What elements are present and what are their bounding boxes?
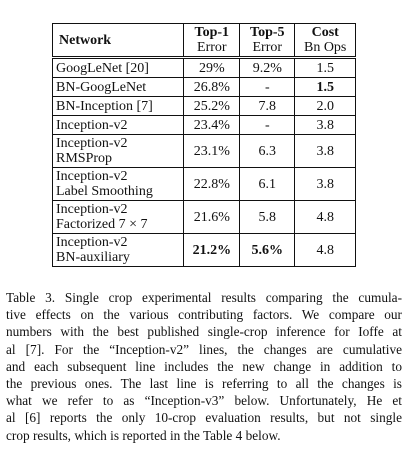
cell-network	[53, 234, 184, 267]
caption-line: what we refer to as “Inception-v3” below. Unfortunately, He et	[6, 393, 402, 409]
cell-top1-error: 25.2%	[184, 97, 240, 116]
network-name: BN-Inception [7]	[56, 98, 153, 114]
table-caption	[6, 289, 402, 444]
header-cost-sublabel: Bn Ops	[303, 40, 347, 55]
table-row	[53, 116, 356, 135]
network-name: GoogLeNet [20]	[56, 60, 149, 76]
cell-top5-error: -	[240, 116, 295, 135]
network-name: Inception-v2	[56, 117, 128, 133]
cell-network	[53, 201, 184, 234]
cell-network	[53, 135, 184, 168]
table-row	[53, 168, 356, 201]
network-name: BN-GoogLeNet	[56, 79, 147, 95]
network-variant: BN-auxiliary	[56, 250, 130, 265]
results-table	[52, 23, 356, 267]
caption-line: numbers with the best published single-crop inference for Ioffe at	[6, 324, 402, 340]
cell-top5-error: 5.8	[240, 201, 295, 234]
caption-line: al [6] reports the only 10-crop evaluation results, but not single	[6, 410, 402, 426]
cell-top5-error: 6.1	[240, 168, 295, 201]
table-row	[53, 135, 356, 168]
cell-network	[53, 97, 184, 116]
cell-cost: 4.8	[295, 234, 356, 267]
table-row	[53, 78, 356, 97]
cell-top1-error: 26.8%	[184, 78, 240, 97]
table-row	[53, 234, 356, 267]
header-top1-sublabel: Error	[197, 40, 227, 55]
cell-cost: 3.8	[295, 168, 356, 201]
table-row	[53, 58, 356, 78]
cell-network	[53, 58, 184, 78]
cell-top1-error: 22.8%	[184, 168, 240, 201]
header-top1-label: Top-1	[194, 25, 230, 40]
header-top5	[240, 24, 295, 58]
cell-top1-error: 29%	[184, 58, 240, 78]
header-top5-sublabel: Error	[252, 40, 283, 55]
cell-cost: 3.8	[295, 135, 356, 168]
header-cost-label: Cost	[311, 25, 339, 40]
cell-cost: 4.8	[295, 201, 356, 234]
caption-line: crop results, which is reported in the Table 4 below.	[6, 427, 281, 443]
network-variant: Label Smoothing	[56, 184, 153, 199]
network-variant: RMSProp	[56, 151, 113, 166]
cell-top1-error: 23.4%	[184, 116, 240, 135]
header-network: Network	[53, 24, 184, 58]
cell-top1-error: 23.1%	[184, 135, 240, 168]
results-table-container	[52, 23, 356, 267]
cell-top5-error: 9.2%	[240, 58, 295, 78]
cell-network	[53, 168, 184, 201]
table-row	[53, 201, 356, 234]
table-row	[53, 97, 356, 116]
cell-top5-error: -	[240, 78, 295, 97]
caption-line: and each subsequent line includes the new change in addition to	[6, 358, 402, 374]
caption-line: the previous ones. The last line is referring to all the changes is	[6, 376, 402, 392]
cell-top5-error: 5.6%	[240, 234, 295, 267]
cell-top5-error: 7.8	[240, 97, 295, 116]
cell-top1-error: 21.6%	[184, 201, 240, 234]
network-name: Inception-v2	[56, 235, 128, 250]
cell-network	[53, 116, 184, 135]
cell-network	[53, 78, 184, 97]
caption-line: al [7]. For the “Inception-v2” lines, the changes are cumulative	[6, 341, 402, 357]
cell-top5-error: 6.3	[240, 135, 295, 168]
network-variant: Factorized 7 × 7	[56, 217, 148, 232]
network-name: Inception-v2	[56, 202, 128, 217]
header-top5-label: Top-5	[250, 25, 285, 40]
cell-cost: 1.5	[295, 58, 356, 78]
network-name: Inception-v2	[56, 169, 128, 184]
cell-top1-error: 21.2%	[184, 234, 240, 267]
caption-line: tive effects on the various contributing factors. We compare our	[6, 307, 402, 323]
header-cost	[295, 24, 356, 58]
caption-line: Table 3. Single crop experimental results comparing the cumula-	[6, 290, 402, 305]
cell-cost: 3.8	[295, 116, 356, 135]
network-name: Inception-v2	[56, 136, 128, 151]
cell-cost: 2.0	[295, 97, 356, 116]
header-top1	[184, 24, 240, 58]
cell-cost: 1.5	[295, 78, 356, 97]
table-header-row	[53, 24, 356, 58]
